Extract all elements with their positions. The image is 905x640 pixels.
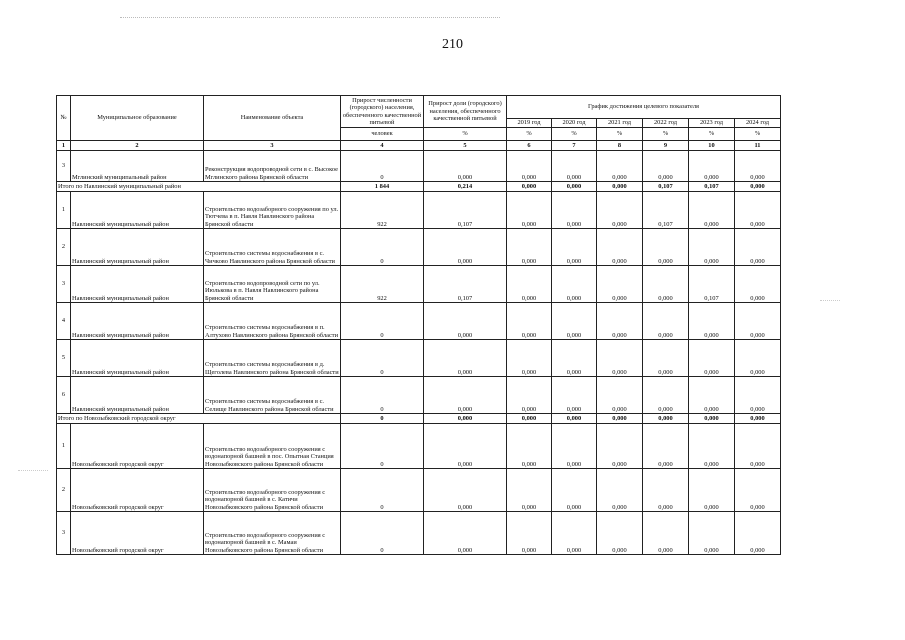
municipality-cell: Новозыбковский городской округ [71,424,204,469]
year-value-cell: 0,000 [643,512,689,555]
year-value-cell: 0,000 [689,192,735,229]
object-name-cell: Строительство водопроводной сети по ул. Июлькова в п. Навля Навлинского района Брянской области [204,266,341,303]
year-value-cell: 0,107 [643,182,689,192]
year-value-cell: 0,000 [689,512,735,555]
unit-people: человек [341,128,424,141]
row-number: 4 [57,303,71,340]
share-growth-cell: 0,214 [424,182,507,192]
year-value-cell: 0,000 [735,512,781,555]
row-number: 5 [57,340,71,377]
year-value-cell: 0,000 [597,340,643,377]
year-value-cell: 0,000 [643,266,689,303]
column-number-row [57,141,781,151]
year-value-cell: 0,000 [643,377,689,414]
scan-artifact-line [120,17,500,18]
year-value-cell: 0,000 [643,340,689,377]
year-value-cell: 0,000 [507,512,552,555]
year-value-cell: 0,000 [552,469,597,512]
pop-growth-cell: 0 [341,512,424,555]
pop-growth-cell: 0 [341,414,424,424]
municipality-cell: Новозыбковский городской округ [71,469,204,512]
year-value-cell: 0,000 [689,151,735,182]
year-value-cell: 0,000 [552,512,597,555]
col-header-municipality: Муниципальное образование [71,96,204,141]
col-header-schedule: График достижения целевого показателя [507,96,781,119]
year-2022: 2022 год [643,119,689,128]
year-value-cell: 0,000 [507,266,552,303]
year-value-cell: 0,000 [552,266,597,303]
unit-percent: % [597,128,643,141]
share-growth-cell: 0,000 [424,424,507,469]
pop-growth-cell: 0 [341,377,424,414]
row-number: 2 [57,469,71,512]
year-value-cell: 0,000 [552,229,597,266]
col-number: 4 [341,141,424,151]
unit-percent: % [643,128,689,141]
table-row [57,303,781,340]
share-growth-cell: 0,107 [424,266,507,303]
year-value-cell: 0,000 [597,377,643,414]
year-value-cell: 0,107 [643,192,689,229]
year-value-cell: 0,000 [643,469,689,512]
year-value-cell: 0,000 [735,229,781,266]
object-name-cell: Строительство системы водоснабжения в п. Алтухово Навлинского района Брянской области [204,303,341,340]
share-growth-cell: 0,000 [424,469,507,512]
year-value-cell: 0,000 [597,182,643,192]
municipality-cell: Навлинский муниципальный район [71,266,204,303]
col-header-pop-growth: Прирост численности (городского) населения, обеспеченного качественной питьевой [341,96,424,128]
page-number: 210 [442,37,463,52]
year-value-cell: 0,107 [689,182,735,192]
year-2021: 2021 год [597,119,643,128]
municipality-cell: Новозыбковский городской округ [71,512,204,555]
target-indicator-table [56,95,781,555]
table-row [57,377,781,414]
year-2024: 2024 год [735,119,781,128]
col-number: 1 [57,141,71,151]
share-growth-cell: 0,000 [424,377,507,414]
unit-percent: % [424,128,507,141]
year-value-cell: 0,000 [552,182,597,192]
year-value-cell: 0,000 [597,151,643,182]
object-name-cell: Строительство системы водоснабжения в д. Щеголева Навлинского района Брянской области [204,340,341,377]
col-number: 9 [643,141,689,151]
year-value-cell: 0,000 [552,303,597,340]
table-row [57,469,781,512]
municipality-cell: Навлинский муниципальный район [71,229,204,266]
row-number: 3 [57,266,71,303]
row-number: 3 [57,512,71,555]
subtotal-label: Итого по Навлинский муниципальный район [57,182,341,192]
row-number: 3 [57,151,71,182]
share-growth-cell: 0,000 [424,303,507,340]
year-value-cell: 0,000 [689,340,735,377]
year-value-cell: 0,000 [507,192,552,229]
subtotal-row [57,182,781,192]
year-value-cell: 0,000 [597,424,643,469]
object-name-cell: Строительство водозаборного сооружения с водонапорной башней в с. Катичи Новозыбковского района Брянской области [204,469,341,512]
year-value-cell: 0,000 [597,229,643,266]
year-value-cell: 0,000 [507,151,552,182]
year-value-cell: 0,000 [735,424,781,469]
col-number: 2 [71,141,204,151]
share-growth-cell: 0,000 [424,340,507,377]
year-value-cell: 0,000 [689,424,735,469]
year-value-cell: 0,000 [689,303,735,340]
year-value-cell: 0,000 [735,182,781,192]
municipality-cell: Навлинский муниципальный район [71,340,204,377]
pop-growth-cell: 0 [341,469,424,512]
share-growth-cell: 0,000 [424,229,507,266]
municipality-cell: Навлинский муниципальный район [71,303,204,340]
year-value-cell: 0,000 [597,414,643,424]
table-row [57,151,781,182]
year-value-cell: 0,000 [552,377,597,414]
year-value-cell: 0,000 [689,229,735,266]
year-2020: 2020 год [552,119,597,128]
year-value-cell: 0,000 [507,377,552,414]
col-header-num: № [57,96,71,141]
year-value-cell: 0,000 [552,192,597,229]
pop-growth-cell: 922 [341,192,424,229]
year-value-cell: 0,000 [735,192,781,229]
col-number: 6 [507,141,552,151]
object-name-cell: Реконструкция водопроводной сети в с. Высокое Мглинского района Брянской области [204,151,341,182]
row-number: 6 [57,377,71,414]
row-number: 1 [57,192,71,229]
pop-growth-cell: 0 [341,303,424,340]
year-value-cell: 0,000 [735,151,781,182]
share-growth-cell: 0,000 [424,512,507,555]
year-value-cell: 0,000 [507,229,552,266]
year-value-cell: 0,000 [643,151,689,182]
col-number: 8 [597,141,643,151]
scan-artifact-mark [18,470,48,471]
unit-percent: % [689,128,735,141]
subtotal-label: Итого по Новозыбковский городской округ [57,414,341,424]
municipality-cell: Навлинский муниципальный район [71,377,204,414]
year-value-cell: 0,000 [735,303,781,340]
pop-growth-cell: 1 844 [341,182,424,192]
year-value-cell: 0,000 [597,266,643,303]
table-row [57,229,781,266]
year-value-cell: 0,000 [643,303,689,340]
col-header-share-growth: Прирост доли (городского) населения, обеспеченного качественной питьевой [424,96,507,128]
pop-growth-cell: 0 [341,151,424,182]
table-row [57,192,781,229]
year-value-cell: 0,000 [643,229,689,266]
object-name-cell: Строительство системы водоснабжения в с. Чичково Навлинского района Брянской области [204,229,341,266]
year-value-cell: 0,000 [552,340,597,377]
col-header-object: Наименование объекта [204,96,341,141]
unit-percent: % [552,128,597,141]
row-number: 2 [57,229,71,266]
year-2019: 2019 год [507,119,552,128]
year-value-cell: 0,000 [597,192,643,229]
year-value-cell: 0,000 [643,414,689,424]
year-value-cell: 0,000 [507,469,552,512]
year-value-cell: 0,000 [552,424,597,469]
year-value-cell: 0,000 [552,414,597,424]
municipality-cell: Мглинский муниципальный район [71,151,204,182]
pop-growth-cell: 0 [341,340,424,377]
object-name-cell: Строительство водозаборного сооружения с водонапорной башней в пос. Опытная Станция Новозыбковского района Брянской области [204,424,341,469]
scan-artifact-mark [820,300,840,301]
share-growth-cell: 0,000 [424,414,507,424]
year-value-cell: 0,000 [597,303,643,340]
table-row [57,512,781,555]
year-value-cell: 0,000 [507,303,552,340]
year-value-cell: 0,000 [735,414,781,424]
year-value-cell: 0,000 [507,182,552,192]
municipality-cell: Навлинский муниципальный район [71,192,204,229]
object-name-cell: Строительство водозаборного сооружения с водонапорной башней в с. Мамаи Новозыбковского района Брянской области [204,512,341,555]
year-value-cell: 0,000 [735,377,781,414]
table-row [57,340,781,377]
year-value-cell: 0,000 [507,414,552,424]
share-growth-cell: 0,000 [424,151,507,182]
year-value-cell: 0,000 [735,469,781,512]
year-value-cell: 0,000 [689,469,735,512]
col-number: 11 [735,141,781,151]
year-value-cell: 0,000 [597,469,643,512]
object-name-cell: Строительство системы водоснабжения в с. Селище Навлинского района Брянской области [204,377,341,414]
year-value-cell: 0,000 [689,414,735,424]
share-growth-cell: 0,107 [424,192,507,229]
pop-growth-cell: 0 [341,424,424,469]
unit-percent: % [507,128,552,141]
year-2023: 2023 год [689,119,735,128]
year-value-cell: 0,000 [735,340,781,377]
year-value-cell: 0,107 [689,266,735,303]
col-number: 7 [552,141,597,151]
col-number: 5 [424,141,507,151]
year-value-cell: 0,000 [507,340,552,377]
year-value-cell: 0,000 [507,424,552,469]
year-value-cell: 0,000 [735,266,781,303]
pop-growth-cell: 922 [341,266,424,303]
year-value-cell: 0,000 [643,424,689,469]
unit-percent: % [735,128,781,141]
col-number: 3 [204,141,341,151]
pop-growth-cell: 0 [341,229,424,266]
year-value-cell: 0,000 [689,377,735,414]
row-number: 1 [57,424,71,469]
table-row [57,266,781,303]
subtotal-row [57,414,781,424]
header-row-1 [57,96,781,119]
object-name-cell: Строительство водозаборного сооружения по ул. Тютчева в п. Навля Навлинского района Брянской области [204,192,341,229]
year-value-cell: 0,000 [597,512,643,555]
table-row [57,424,781,469]
year-value-cell: 0,000 [552,151,597,182]
col-number: 10 [689,141,735,151]
